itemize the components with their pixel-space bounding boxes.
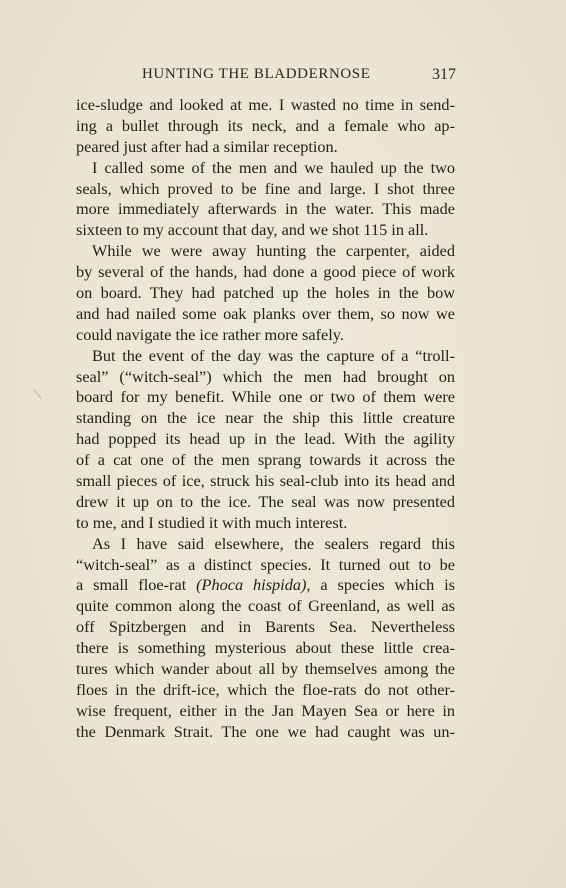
text-line: could navigate the ice rather more safely. — [76, 324, 344, 344]
text-line: of a cat one of the men sprang towards it across the — [76, 450, 455, 470]
text-line: more immediately afterwards in the water. This made — [76, 199, 455, 219]
text-line: “witch-seal” as a distinct species. It turned out to be — [76, 554, 455, 574]
text-line: off Spitzbergen and in Barents Sea. Nevertheless — [76, 617, 455, 637]
text-line: quite common along the coast of Greenland, as well as — [76, 596, 455, 616]
text-line: on board. They had patched up the holes in the bow — [76, 283, 455, 303]
text-line: seal” (“witch-seal”) which the men had brought on — [76, 366, 455, 386]
text-line: board for my benefit. While one or two of them were — [76, 387, 455, 407]
text-line: the Denmark Strait. The one we had caught was un- — [76, 721, 455, 741]
text-line: had popped its head up in the lead. With the agility — [76, 429, 455, 449]
text-line: tures which wander about all by themselves among the — [76, 659, 455, 679]
text-line: there is something mysterious about these little crea- — [76, 638, 455, 658]
text-line: I called some of the men and we hauled up the two — [92, 157, 455, 177]
text-line: by several of the hands, had done a good piece of work — [76, 262, 455, 282]
text-line: drew it up on to the ice. The seal was now presented — [76, 491, 455, 511]
page-number: 317 — [432, 66, 456, 83]
text-line: But the event of the day was the capture of a “troll- — [92, 345, 455, 365]
margin-pencil-mark — [33, 383, 49, 399]
text-line: While we were away hunting the carpenter, aided — [92, 241, 455, 261]
text-line: small pieces of ice, struck his seal-club into its head and — [76, 471, 455, 491]
text-line: seals, which proved to be fine and large. I shot three — [76, 178, 455, 198]
running-head: HUNTING THE BLADDERNOSE — [142, 66, 371, 82]
text-line: a small floe-rat (Phoca hispida), a species which is — [76, 575, 455, 595]
text-line: to me, and I studied it with much interest. — [76, 512, 348, 532]
text-line: ice-sludge and looked at me. I wasted no time in send- — [76, 95, 455, 114]
text-line: sixteen to my account that day, and we shot 115 in all. — [76, 220, 429, 240]
text-line: and had nailed some oak planks over them, so now we — [76, 303, 455, 323]
text-line: As I have said elsewhere, the sealers regard this — [92, 533, 455, 553]
text-line: standing on the ice near the ship this little creature — [76, 408, 455, 428]
species-name: (Phoca hispida), — [196, 575, 311, 595]
text-line: ing a bullet through its neck, and a female who ap- — [76, 115, 455, 135]
text-line: wise frequent, either in the Jan Mayen Sea or here in — [76, 700, 455, 720]
body-text — [76, 95, 455, 743]
text-line: floes in the drift-ice, which the floe-rats do not other- — [76, 679, 455, 699]
text-line: peared just after had a similar reception. — [76, 136, 338, 156]
